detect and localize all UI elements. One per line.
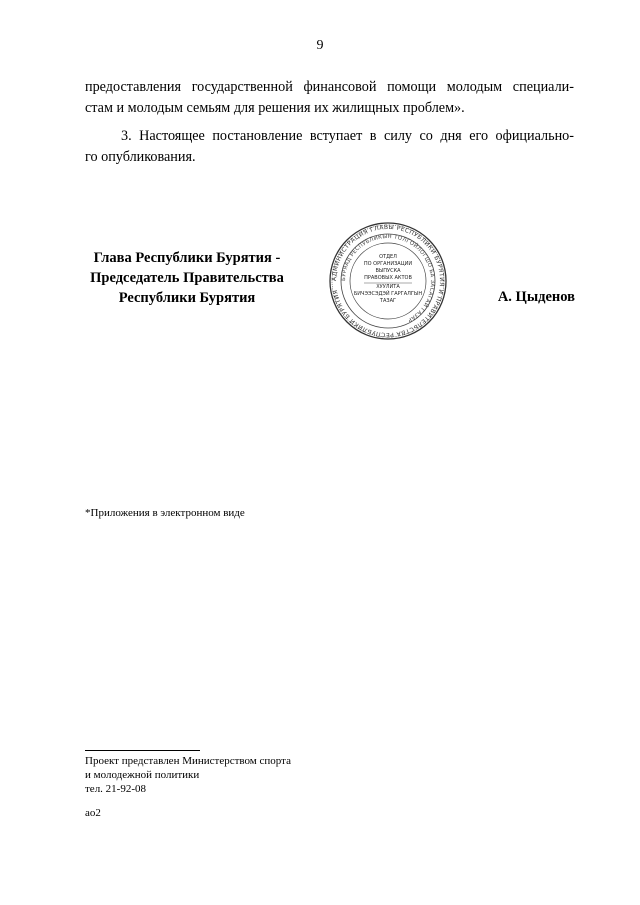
footer-line: и молодежной политики (85, 769, 200, 781)
footer-divider (85, 750, 200, 751)
official-seal-stamp (328, 221, 448, 341)
seal-text-line: БИЧЭЭСЭДЭЙ ГАРГАЛГЫН (353, 291, 423, 297)
signatory-title-line: Председатель Правительства (90, 270, 284, 286)
footer-code: ао2 (85, 807, 101, 819)
body-paragraph-2 (85, 126, 574, 168)
seal-text-line: ТАЗАГ (379, 298, 397, 304)
seal-text-line: ОТДЕЛ (379, 254, 397, 260)
footer-line: Проект представлен Министерством спорта (85, 755, 291, 767)
appendix-note: *Приложения в электронном виде (85, 507, 245, 519)
seal-text-line: ПО ОРГАНИЗАЦИИ (363, 261, 413, 267)
text-line: 3. Настоящее постановление вступает в силу со дня его официально- (121, 128, 574, 144)
seal-text-line: ВЫПУСКА (375, 268, 401, 274)
body-paragraph-1 (85, 77, 574, 119)
footer-line: тел. 21-92-08 (85, 783, 147, 795)
page-number: 9 (316, 38, 324, 53)
signatory-title-line: Республики Бурятия (118, 290, 256, 306)
seal-text-line: ХУУЛИТА (376, 284, 400, 290)
signatory-title (80, 248, 294, 308)
seal-text-line: ПРАВОВЫХ АКТОВ (364, 275, 412, 281)
text-line: го опубликования. (85, 149, 196, 165)
svg-text:БУРЯАД РЕСПУБЛИКЫН ТОЛГОЙЛОГШО: БУРЯАД РЕСПУБЛИКЫН ТОЛГОЙЛОГШО БА ЗАСАГАЙ ГАЗАР (340, 233, 436, 323)
footer-contact-block (85, 754, 291, 796)
signatory-title-line: Глава Республики Бурятия - (93, 250, 281, 266)
svg-text:АДМИНИСТРАЦИЯ ГЛАВЫ РЕСПУБЛИКИ: АДМИНИСТРАЦИЯ ГЛАВЫ РЕСПУБЛИКИ БУРЯТИЯ И ПРАВИТЕЛЬСТВА РЕСПУБЛИКИ БУРЯТИЯ (330, 223, 446, 339)
signatory-name: А. Цыденов (497, 289, 575, 305)
text-line: стам и молодым семьям для решения их жилищных проблем». (85, 100, 465, 116)
text-line: предоставления государственной финансовой помощи молодым специали- (85, 79, 574, 95)
